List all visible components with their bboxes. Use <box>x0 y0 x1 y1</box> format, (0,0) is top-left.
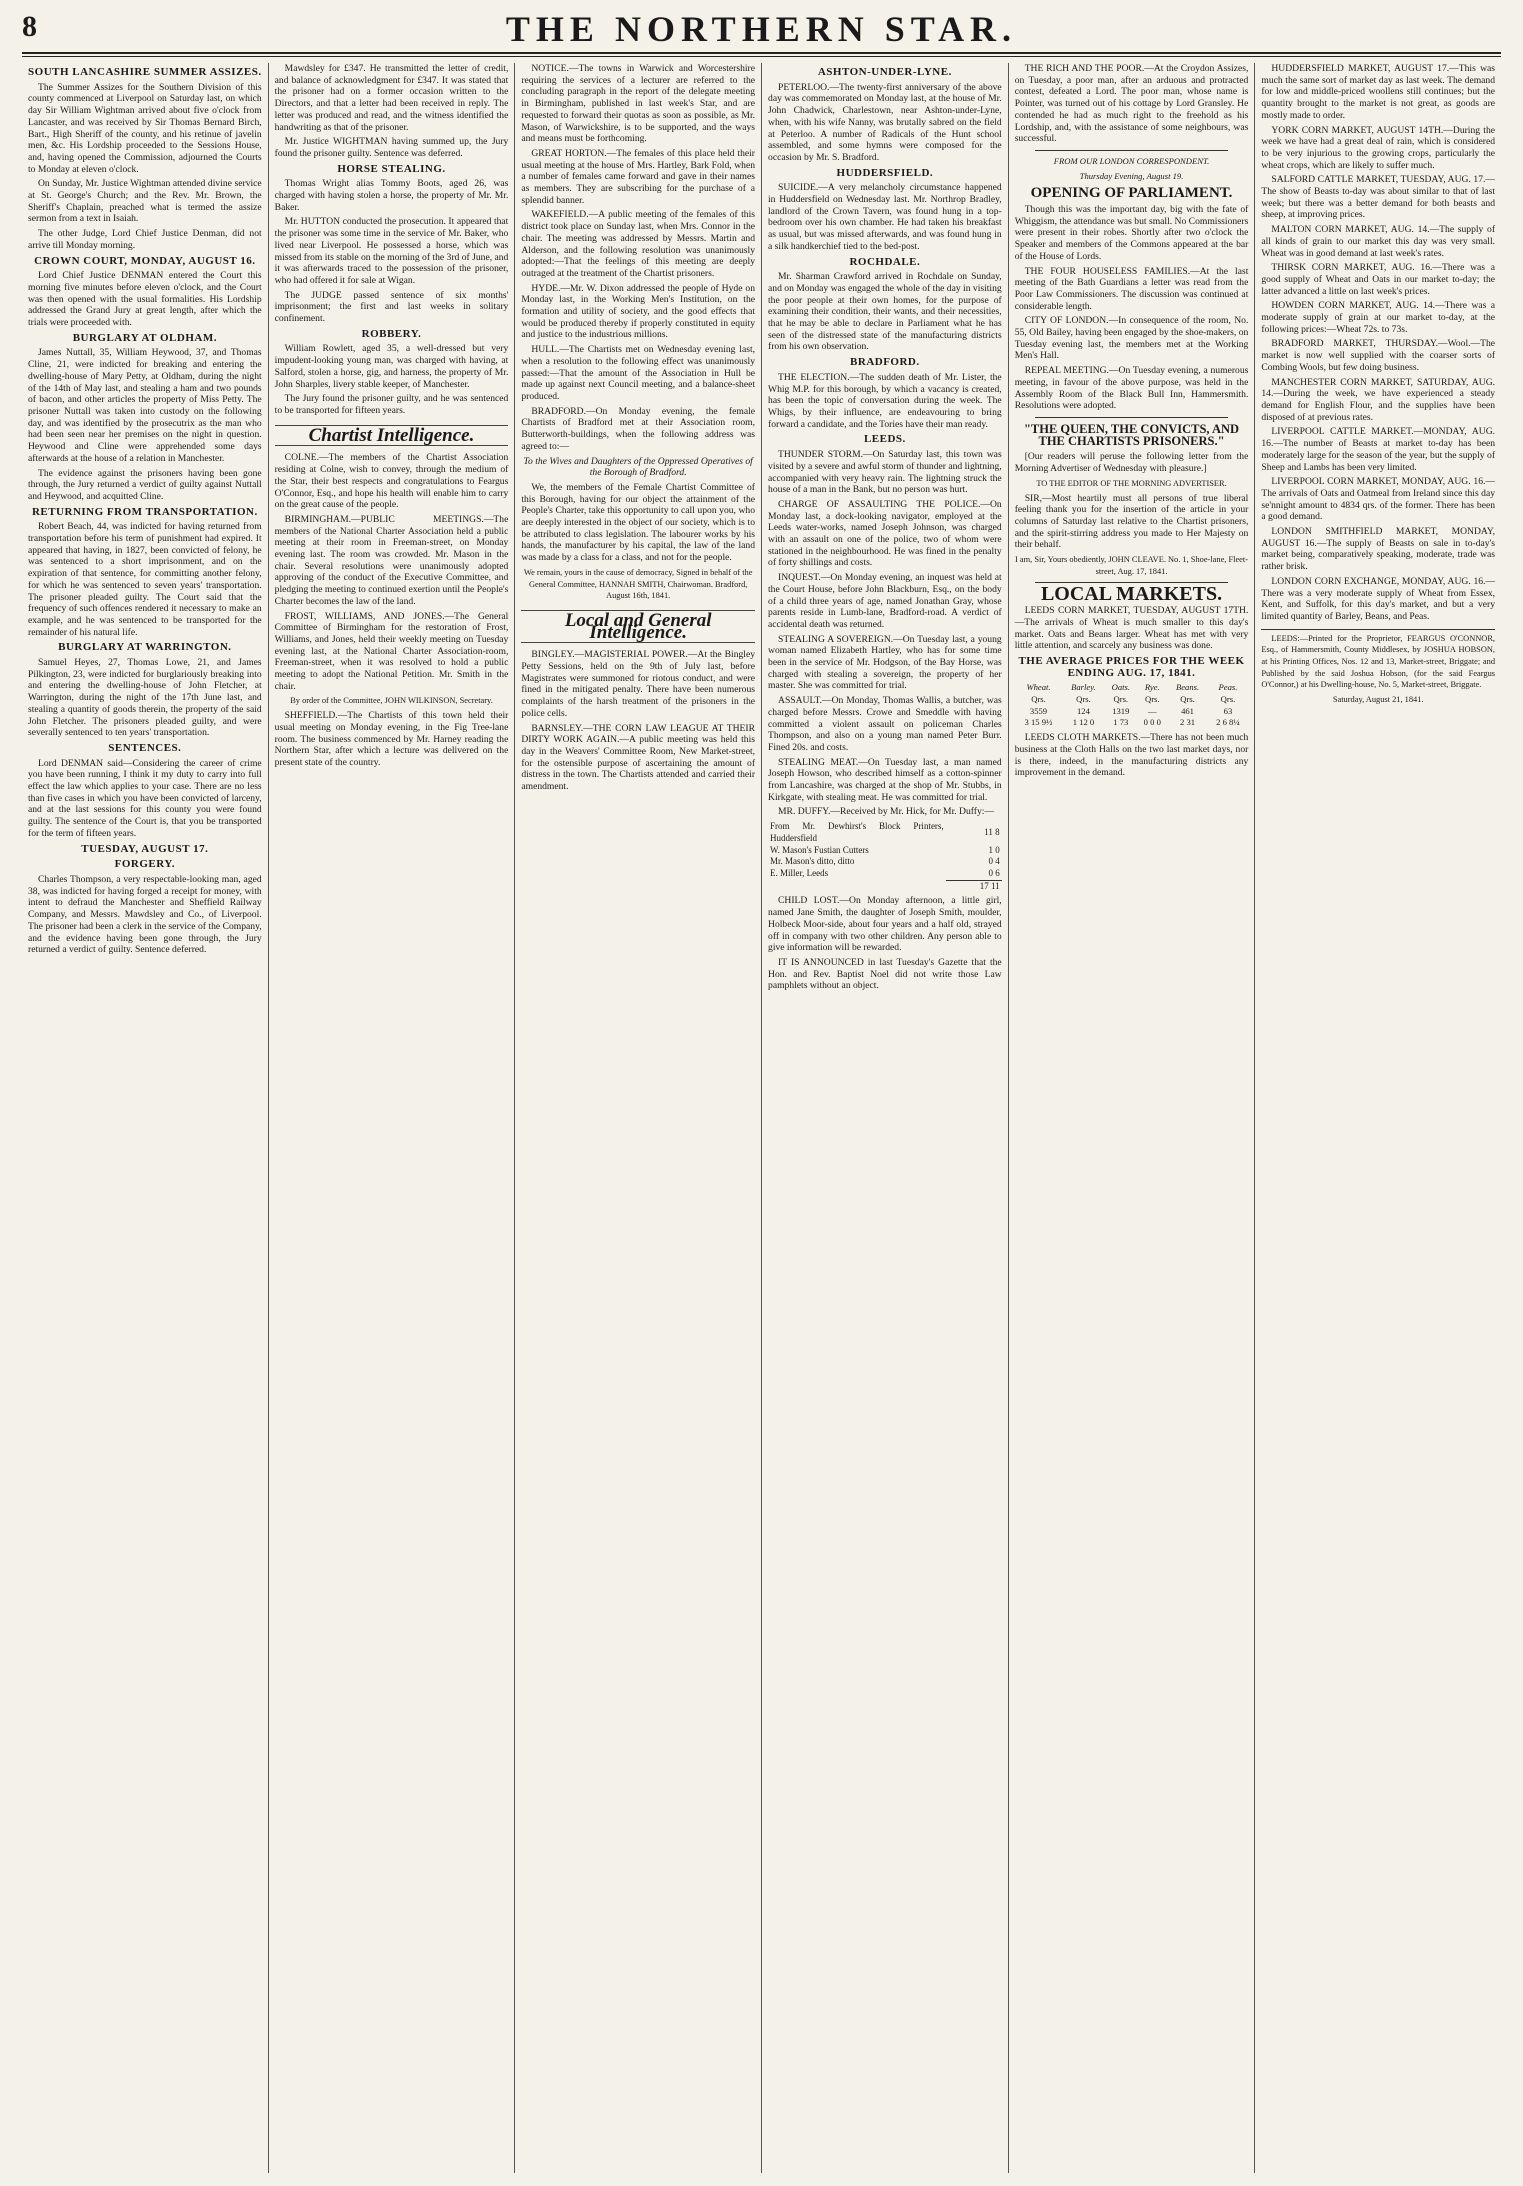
article-paragraph: BIRMINGHAM.—PUBLIC MEETINGS.—The members of the National Charter Association held a public meeting at their room in Freeman-street, on Monday evening last. The room was crowded. Mr. Mason in the chair. Several resolutions were unanimously adopted approving of the conduct of the Executive Committee, and pledging the meeting to continued exertion until the People's Charter becomes the law of the land. <box>274 513 509 607</box>
article-paragraph: THE ELECTION.—The sudden death of Mr. Lister, the Whig M.P. for this borough, by which a vacancy is created, has been the topic of conversation during the week. The Whigs, by their influence, are endeavouring to bring forward a candidate, and the Tories have their man ready. <box>768 371 1002 430</box>
article-paragraph: William Rowlett, aged 35, a well-dressed but very impudent-looking young man, was charged with having, at Salford, stolen a horse, gig, and harness, the property of Mr. John Sharples, livery stable keeper, of Manchester. <box>274 343 509 390</box>
section-heading: HORSE STEALING. <box>337 162 446 175</box>
columns <box>22 63 1501 2173</box>
article-paragraph: HOWDEN CORN MARKET, AUG. 14.—There was a moderate supply of grain at our market to-day, at the following prices:—Wheat 72s. to 73s. <box>1261 300 1496 335</box>
article-paragraph: FROST, WILLIAMS, AND JONES.—The General Committee of Birmingham for the restoration of Frost, Williams, and Jones, held their weekly meeting on Tuesday evening last, at the National Charter Association-room, Freeman-street, when it was resolved to hold a public meeting to adopt the National Petition. Mr. Smith in the chair. <box>274 610 509 692</box>
article-paragraph: The evidence against the prisoners having been gone through, the Jury returned a verdict of guilty against Nuttall and Heywood, and acquitted Cline. <box>28 467 262 502</box>
average-prices-heading: THE AVERAGE PRICES FOR THE WEEK ENDING AUG. 17, 1841. <box>1018 654 1245 679</box>
article-paragraph: BRADFORD.—On Monday evening, the female Chartists of Bradford met at their Association room, Butterworth-buildings, when the following address was agreed to:— <box>521 405 756 452</box>
article-paragraph: LIVERPOOL CORN MARKET, MONDAY, AUG. 16.—The arrivals of Oats and Oatmeal from Ireland since this day se'nnight amount to 4834 qrs. of the former. There has been a good demand. <box>1261 476 1496 523</box>
article-heading: SOUTH LANCASHIRE SUMMER ASSIZES. <box>28 66 262 78</box>
correspondent-line: FROM OUR LONDON CORRESPONDENT. <box>1053 155 1210 166</box>
imprint-text: LEEDS:—Printed for the Proprietor, FEARGUS O'CONNOR, Esq., of Hammersmith, County Middlesex, by JOSHUA HOBSON, at his Printing Offices, Nos. 12 and 13, Market-street, Briggate; and Published by the said Joshua Hobson, (for the said Feargus O'Connor,) at his Dwelling-house, No. 5, Market-street, Briggate. <box>1261 633 1496 690</box>
page-number: 8 <box>22 10 37 43</box>
article-paragraph: SALFORD CATTLE MARKET, TUESDAY, AUG. 17.—The show of Beasts to-day was about similar to that of last week; but there was a better demand for both beasts and sheep, at improving prices. <box>1261 174 1496 221</box>
list-item: E. Miller, Leeds 0 6 <box>770 868 1000 879</box>
article-paragraph: MALTON CORN MARKET, AUG. 14.—The supply of all kinds of grain to our market this day was very small. Wheat was in good demand at last week's rates. <box>1261 224 1496 259</box>
article-paragraph: SHEFFIELD.—The Chartists of this town held their usual meeting on Monday evening, in the Fig Tree-lane room. The business commenced by Mr. Harney reading the Northern Star, after which a lecture was delivered on the present state of the country. <box>274 710 509 768</box>
article-paragraph: Robert Beach, 44, was indicted for having returned from transportation before his term of punishment had expired. It appeared that having, in 1827, been convicted of felony, he was sentenced to a short imprisonment, and on the expiration of that sentence, for committing another felony, for which he was sentenced to seven years' transportation. The prisoner pleaded guilty. The Court said that the frequency of such offences rendered it necessary to make an example, and he was sentenced to be transported for the remainder of his natural life. <box>28 521 262 638</box>
signature: By order of the Committee, JOHN WILKINSON, Secretary. <box>290 696 493 706</box>
article-paragraph: MANCHESTER CORN MARKET, SATURDAY, AUG. 14.—During the week, we have experienced a steady demand for English Flour, and the supplies have been disposed of at previous rates. <box>1261 376 1496 423</box>
table-row: Qrs. Qrs. Qrs. Qrs. Qrs. Qrs. <box>1031 694 1236 705</box>
subscription-heading: MR. DUFFY.—Received by Mr. Hick, for Mr. Duffy:— <box>778 806 995 818</box>
signature: We remain, yours in the cause of democracy, Signed in behalf of the General Committee, HANNAH SMITH, Chairwoman. Bradford, August 16th, 1841. <box>523 567 753 601</box>
article-paragraph: We, the members of the Female Chartist Committee of this Borough, having for our object the attainment of the People's Charter, take this opportunity to call upon you, who are deeply interested in the object of our society, which is to be attributed to class legislation. The labourer works by his hands, the manufacturer by his capital, the law of the land was made by a class for a class, and not for the people. <box>521 481 756 564</box>
article-paragraph: BRADFORD MARKET, THURSDAY.—Wool.—The market is now well supplied with the coarser sorts of Combing Wools, but few doing business. <box>1261 338 1496 373</box>
article-paragraph: Lord Chief Justice DENMAN entered the Court this morning five minutes before eleven o'clock, and the Court was then opened with the usual formalities. His Lordship addressed the Grand Jury at great length, after which the trials were proceeded with. <box>28 270 262 329</box>
article-paragraph: HYDE.—Mr. W. Dixon addressed the people of Hyde on Monday last, in the Working Men's Institution, on the formation and utility of society, and the good effects that would be produced thereby if properly constituted in equity and justice to the industrious millions. <box>521 282 756 341</box>
column-3 <box>515 63 762 2173</box>
section-heading: BURGLARY AT WARRINGTON. <box>58 641 232 654</box>
section-heading: HUDDERSFIELD. <box>836 166 934 179</box>
signature: I am, Sir, Yours obediently, JOHN CLEAVE. No. 1, Shoe-lane, Fleet-street, Aug. 17, 1841. <box>1015 555 1249 576</box>
list-item: W. Mason's Fustian Cutters 1 0 <box>770 844 1000 855</box>
article-paragraph: BARNSLEY.—THE CORN LAW LEAGUE AT THEIR DIRTY WORK AGAIN.—A public meeting was held this day in the Weavers' Committee Room, New Market-street, for the ostensible purpose of ascertaining the amount of distress in the town. The Chartists attended and carried their amendment. <box>521 722 756 793</box>
footer-date: Saturday, August 21, 1841. <box>1332 695 1424 705</box>
article-paragraph: Lord DENMAN said—Considering the career of crime you have been running, I think it my duty to carry into full effect the law which applies to your case. There are no less than five cases in which you have been convicted of larceny, and at the last sessions for this county you were found guilty. The sentence of the Court is, that you be transported for the term of fifteen years. <box>28 757 262 839</box>
article-paragraph: STEALING MEAT.—On Tuesday last, a man named Joseph Howson, who described himself as a cotton-spinner from Lancashire, was charged at the shop of Mr. Stubbs, in Kirkgate, with stealing meat. He was committed for trial. <box>768 756 1002 803</box>
article-paragraph: PETERLOO.—The twenty-first anniversary of the above day was commemorated on Monday last, at the house of Mr. John Chadwick, Charlestown, near Ashton-under-Lyne, when, with his wife Nanny, was brutally sabred on the field at Peterloo. A number of Radicals of the Hunt school assembled, and some hymns were composed for the occasion by Mr. S. Bradford. <box>768 81 1002 163</box>
article-paragraph: THUNDER STORM.—On Saturday last, this town was visited by a severe and awful storm of thunder and lightning, accompanied with very heavy rain. The lightning struck the house of a man in the Bank, but no person was hurt. <box>768 449 1002 496</box>
article-paragraph: BINGLEY.—MAGISTERIAL POWER.—At the Bingley Petty Sessions, held on the 9th of July last, before Magistrates were summoned for riotous conduct, and were fined in the mitigated penalty. There have been numerous complaints of the harsh treatment of the prisoners in the police cells. <box>521 649 756 719</box>
article-paragraph: NOTICE.—The towns in Warwick and Worcestershire requiring the services of a lecturer are referred to the concluding paragraph in the report of the delegate meeting in Birmingham, published in last week's Star, and are requested to forward their quotas as soon as possible, as Mr. Mason, of Warwickshire, is to be supported, and the ways and means must be forthcoming. <box>521 63 756 145</box>
section-heading: ASHTON-UNDER-LYNE. <box>817 66 952 78</box>
article-paragraph: COLNE.—The members of the Chartist Association residing at Colne, wish to convey, through the medium of the Star, their best respects and congratulations to Feargus O'Connor, Esq., and hope his health will enable him to carry on the great cause of the people. <box>274 452 509 511</box>
masthead <box>22 8 1501 54</box>
column-5 <box>1009 63 1256 2173</box>
article-paragraph: The Jury found the prisoner guilty, and he was sentenced to be transported for fifteen years. <box>274 393 509 416</box>
article-paragraph: On Sunday, Mr. Justice Wightman attended divine service at St. George's Church; and the Rev. Mr. Brown, the Sheriff's Chaplain, preached what is termed the assize sermon from a text in Isaiah. <box>28 178 262 225</box>
section-heading: RETURNING FROM TRANSPORTATION. <box>31 505 258 518</box>
article-paragraph: SUICIDE.—A very melancholy circumstance happened in Huddersfield on Wednesday last. Mr. Northrop Bradley, landlord of the Crown Tavern, was found hung in a top-bedroom over his own chamber. He had taken his breakfast as usual, but was missed afterwards, and was found hung in a silk handkerchief tied to the bed-post. <box>768 182 1002 252</box>
article-paragraph: [Our readers will peruse the following letter from the Morning Advertiser of Wednesday with pleasure.] <box>1014 451 1249 475</box>
article-paragraph: GREAT HORTON.—The females of this place held their usual meeting at the house of Mrs. Hartley, Bark Fold, when a number of females came forward and gave in their names as members. They are subscribing for the purchase of a splendid banner. <box>521 147 756 206</box>
article-paragraph: The other Judge, Lord Chief Justice Denman, did not arrive till Monday morning. <box>28 228 262 251</box>
article-paragraph: LONDON CORN EXCHANGE, MONDAY, AUG. 16.—There was a very moderate supply of Wheat from Essex, Kent, and Suffolk, for this day's market, and but a very limited quantity of Barley, Beans, and Peas. <box>1261 575 1496 622</box>
article-paragraph: THE RICH AND THE POOR.—At the Croydon Assizes, on Tuesday, a poor man, after an arduous and protracted contest, defeated a Lord. The poor man, whose name is Pointer, was turned out of his cottage by Lord Gransley. He contended he had as much right to the freehold as his Lordship, and, with the assistance of some neighbours, was successful. <box>1014 63 1249 145</box>
column-4 <box>762 63 1009 2173</box>
section-heading: LEEDS. <box>863 433 906 446</box>
article-paragraph: CITY OF LONDON.—In consequence of the room, No. 55, Old Bailey, having been engaged by the shoe-makers, on Tuesday evening last, the members met at the Working Men's Hall. <box>1014 315 1249 362</box>
article-paragraph: LEEDS CLOTH MARKETS.—There has not been much business at the Cloth Halls on the two last market days, nor is there, indeed, in the manufacturing districts any improvement in the demand. <box>1014 732 1249 779</box>
grain-prices-table <box>1015 682 1249 729</box>
newspaper-title: THE NORTHERN STAR. <box>505 9 1018 49</box>
article-paragraph: Mr. Sharman Crawford arrived in Rochdale on Sunday, and on Monday was engaged the whole of the day in visiting the poor people at their own homes, for the purpose of examining their condition, their wants, and their necessities, that he may be able to declare in Parliament what he has seen of the distressed state of the manufacturing districts from his own observation. <box>768 271 1002 353</box>
dateline: Thursday Evening, August 19. <box>1079 170 1184 181</box>
list-total: 17 11 <box>768 880 1002 892</box>
article-paragraph: ASSAULT.—On Monday, Thomas Wallis, a butcher, was charged before Messrs. Crowe and Smeddle with having committed a violent assault on policeman Charles Thompson, and also on a young man named Peter Burr. Fined 20s. and costs. <box>768 695 1002 753</box>
column-2 <box>269 63 516 2173</box>
article-paragraph: INQUEST.—On Monday evening, an inquest was held at the Court House, before John Blackburn, Esq., on the body of a child three years of age, named Jonathan Gray, whose parents reside in Lumb-lane, Bradford-road. A verdict of accidental death was returned. <box>768 572 1002 630</box>
column-1 <box>22 63 269 2173</box>
section-heading: ROCHDALE. <box>849 255 921 268</box>
article-paragraph: The JUDGE passed sentence of six months' imprisonment; the first and last weeks in solitary confinement. <box>274 289 509 325</box>
article-paragraph: REPEAL MEETING.—On Tuesday evening, a numerous meeting, in favour of the above purpose, was held in the Assembly Room of the Black Bull Inn, Hammersmith. Resolutions were adopted. <box>1014 365 1249 412</box>
article-paragraph: Mawdsley for £347. He transmitted the letter of credit, and balance of acknowledgment for £347. It was stated that the prisoner had on a former occasion written to the Directors, and that a letter had been received in reply. The letter was produced and read, and the witness identified the handwriting as that of the prisoner. <box>274 63 509 133</box>
queen-convicts-heading: "THE QUEEN, THE CONVICTS, AND THE CHARTISTS PRISONERS." <box>1023 421 1240 448</box>
subscription-list <box>768 821 1002 892</box>
list-item: Mr. Mason's ditto, ditto 0 4 <box>770 856 1000 867</box>
article-paragraph: IT IS ANNOUNCED in last Tuesday's Gazette that the Hon. and Rev. Baptist Noel did not write those Law pamphlets without an object. <box>768 956 1002 992</box>
article-paragraph: STEALING A SOVEREIGN.—On Tuesday last, a young woman named Elizabeth Hartley, who has for some time been in the service of Mr. Hodgson, of the Bay Horse, was charged with stealing a sovereign, the property of her master. She was committed for trial. <box>768 633 1002 692</box>
article-paragraph: James Nuttall, 35, William Heywood, 37, and Thomas Cline, 21, were indicted for breaking and entering the dwelling-house of Mary Petty, at Oldham, during the night of the 14th of May last, and stealing a ham and two pounds of bacon, and other articles the property of Miss Petty. The prisoner Nuttall was taken into custody on the following day, and was identified by the prosecutrix as the man who had been seen near her premises on the night in question. Heywood and Cline were apprehended some days afterwards at the house of a relation in Manchester. <box>28 347 262 464</box>
article-paragraph: The Summer Assizes for the Southern Division of this county commenced at Liverpool on Saturday last, on which day Sir William Wightman arrived about five o'clock from Lancaster, and was received by Sir Thomas Bernard Birch, Bart., High Sheriff of the county, and his retinue of javelin men, &c. His Lordship proceeded to the Sessions House, and, having opened the Commission, adjourned the Courts to Monday at eleven o'clock. <box>28 81 262 175</box>
table-header-row: Wheat. Barley. Oats. Rye. Beans. Peas. <box>1026 682 1238 693</box>
section-heading: FORGERY. <box>114 858 176 871</box>
table-row: 3559 124 1319 — 461 63 <box>1029 705 1233 716</box>
column-6 <box>1255 63 1501 2173</box>
section-heading: ROBBERY. <box>361 327 422 340</box>
article-paragraph: Samuel Heyes, 27, Thomas Lowe, 21, and James Pilkington, 23, were indicted for burglariously breaking into and entering the dwelling-house of John Fletcher, at Warrington, during the night of the 17th June last, and stealing a quantity of goods therein, the property of the said John Fletcher. The prisoners pleaded guilty, and were severally sentenced to ten years' transportation. <box>28 657 262 739</box>
section-heading: TUESDAY, AUGUST 17. <box>81 842 209 855</box>
table-row: 3 15 9½ 1 12 0 1 73 0 0 0 2 31 2 6 8¼ <box>1024 717 1240 728</box>
section-heading: BURGLARY AT OLDHAM. <box>72 331 217 344</box>
list-item: From Mr. Dewhirst's Block Printers, Huddersfield 11 8 <box>770 821 1000 843</box>
divider <box>1035 150 1229 151</box>
section-heading: BRADFORD. <box>850 356 920 369</box>
article-paragraph: HULL.—The Chartists met on Wednesday evening last, when a resolution to the following effect was unanimously passed:—That the amount of the Association in Hull be made up against next Council meeting, and a balance-sheet produced. <box>521 344 756 402</box>
article-paragraph: YORK CORN MARKET, AUGUST 14TH.—During the week we have had a great deal of rain, which is considered to be very injurious to the growing crops, particularly the wheat crops, which are likely to suffer much. <box>1261 124 1496 171</box>
article-paragraph: Though this was the important day, big with the fate of Whiggism, the attendance was but small. No Commissioners were present in their robes. Shortly after two o'clock the Speaker and members of the Commons appeared at the bar of the House of Lords. <box>1014 204 1249 262</box>
article-paragraph: Mr. Justice WIGHTMAN having summed up, the Jury found the prisoner guilty. Sentence was deferred. <box>274 136 509 159</box>
article-paragraph: WAKEFIELD.—A public meeting of the females of this district took place on Sunday last, when Mrs. Connor in the chair. The meeting was addressed by Messrs. Martin and Alderson, and the following resolution was unanimously adopted:—That the feelings of this meeting are deeply outraged at the treatment of the Chartist prisoners. <box>521 209 756 279</box>
masthead-rule <box>22 54 1501 57</box>
divider <box>1035 417 1229 418</box>
article-paragraph: Charles Thompson, a very respectable-looking man, aged 38, was indicted for having forged a receipt for money, with intent to defraud the Manchester and Sheffield Railway Company, and Messrs. Mawdsley and Co., of Liverpool. The prisoner had been a clerk in the service of the Company, and the evidence having been gone through, the Jury returned a verdict of guilty. Sentence deferred. <box>28 874 262 956</box>
article-paragraph: THIRSK CORN MARKET, AUG. 16.—There was a good supply of Wheat and Oats in our market to-day; the latter advanced a little on last week's prices. <box>1261 262 1496 297</box>
section-heading: CROWN COURT, MONDAY, AUGUST 16. <box>34 254 256 267</box>
article-paragraph: Thomas Wright alias Tommy Boots, aged 26, was charged with having stolen a horse, the property of Mr. Mr. Baker. <box>274 178 509 213</box>
article-paragraph: Mr. HUTTON conducted the prosecution. It appeared that the prisoner was some time in the service of Mr. Baker, who lived near Liverpool. He possessed a horse, which was missed from its stable on the morning of the 3rd of June, and it was afterwards traced to the possession of the prisoner, who had offered it for sale at Wigan. <box>274 216 509 286</box>
article-paragraph: LONDON SMITHFIELD MARKET, MONDAY, AUGUST 16.—The supply of Beasts on sale in to-day's market being, comparatively speaking, moderate, trade was rather brisk. <box>1261 526 1496 573</box>
article-paragraph: THE FOUR HOUSELESS FAMILIES.—At the last meeting of the Bath Guardians a letter was read from the Poor Law Commissioners. The discussion was continued at considerable length. <box>1014 265 1249 312</box>
local-intelligence-heading: Local and General Intelligence. <box>521 610 755 643</box>
article-paragraph: HUDDERSFIELD MARKET, AUGUST 17.—This was much the same sort of market day as last week. The demand for low and middle-priced woollens still continues; but the quantity brought to the market is not great, as goods are mostly made to order. <box>1261 63 1496 121</box>
article-paragraph: LIVERPOOL CATTLE MARKET.—MONDAY, AUG. 16.—The number of Beasts at market to-day has been moderately large for the season of the year, but the supply of Sheep and Lambs has been very limited. <box>1261 426 1496 473</box>
article-paragraph: LEEDS CORN MARKET, TUESDAY, AUGUST 17TH.—The arrivals of Wheat is much smaller to this day's market. Oats and Beans larger. Wheat has met with very little attention, and scarcely any business was done. <box>1014 605 1249 652</box>
article-paragraph: CHILD LOST.—On Monday afternoon, a little girl, named Jane Smith, the daughter of Joseph Smith, moulder, Holbeck Moor-side, about four years and a half old, strayed off in company with two other children. Any person able to give information will be rewarded. <box>768 895 1002 954</box>
address-title: To the Wives and Daughters of the Oppressed Operatives of the Borough of Bradford. <box>523 455 753 479</box>
article-paragraph: SIR,—Most heartily must all persons of true liberal feeling thank you for the insertion of the article in your columns of Saturday last relative to the Chartist prisoners, and the spirit-stirring address you made to Her Majesty on their behalf. <box>1014 492 1249 551</box>
section-heading: SENTENCES. <box>108 741 182 754</box>
article-paragraph: CHARGE OF ASSAULTING THE POLICE.—On Monday last, a dock-looking navigator, employed at the Leeds water-works, named Joseph Johnson, was charged with an assault on one of the police, two of whom were stationed in the neighbourhood. He was fined in the penalty of forty shillings and costs. <box>768 498 1002 569</box>
chartist-intelligence-heading: Chartist Intelligence. <box>275 425 509 447</box>
printer-imprint <box>1261 629 1495 706</box>
opening-parliament-heading: OPENING OF PARLIAMENT. <box>1030 185 1233 202</box>
letter-address: TO THE EDITOR OF THE MORNING ADVERTISER. <box>1036 478 1227 488</box>
local-markets-heading: LOCAL MARKETS. <box>1040 583 1223 606</box>
